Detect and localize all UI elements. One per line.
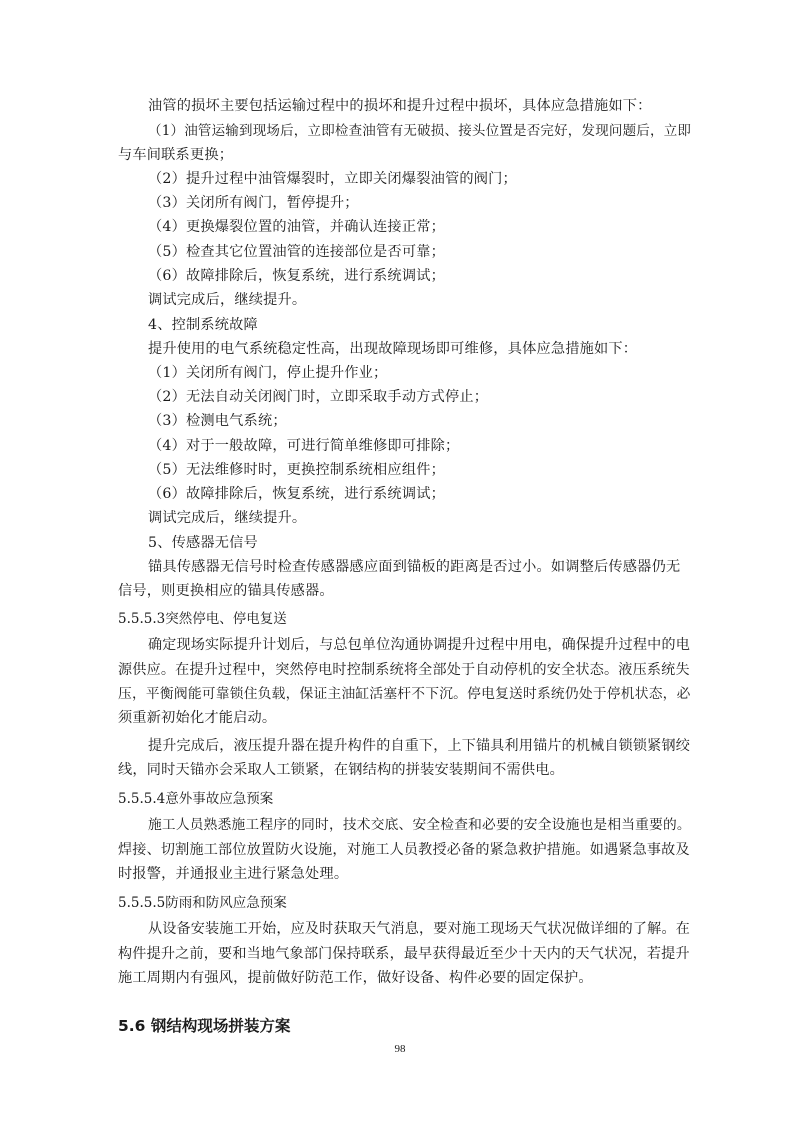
subsection-heading: 4、控制系统故障: [148, 317, 258, 333]
paragraph-line: 焊接、切割施工部位放置防火设施，对施工人员教授必备的紧急救护措施。如遇紧急事故及: [118, 842, 690, 858]
section-heading-5-5-5-4: 5.5.5.4意外事故应急预案: [118, 791, 274, 807]
paragraph-line: 调试完成后，继续提升。: [148, 292, 307, 308]
paragraph-line: 构件提升之前，要和当地气象部门保持联系，最早获得最近至少十天内的天气状况，若提升: [118, 946, 690, 962]
paragraph-line: 须重新初始化才能启动。: [118, 710, 277, 726]
list-item: （2）提升过程中油管爆裂时，立即关闭爆裂油管的阀门；: [148, 171, 517, 187]
list-item: （6）故障排除后，恢复系统，进行系统调试；: [148, 486, 445, 502]
paragraph-line: 信号，则更换相应的锚具传感器。: [118, 583, 334, 599]
page-number: 98: [394, 1043, 406, 1055]
paragraph-line: 源供应。在提升过程中，突然停电时控制系统将全部处于自动停机的安全状态。液压系统失: [118, 662, 690, 678]
section-heading-5-5-5-3: 5.5.5.3突然停电、停电复送: [118, 611, 287, 627]
paragraph-line: 压，平衡阀能可靠锁住负载，保证主油缸活塞杆不下沉。停电复送时系统仍处于停机状态，必: [118, 686, 691, 702]
paragraph-line: 时报警，并通报业主进行紧急处理。: [118, 866, 349, 882]
paragraph-line: 确定现场实际提升计划后，与总包单位沟通协调提升过程中用电，确保提升过程中的电: [148, 637, 690, 653]
paragraph-line: 提升使用的电气系统稳定性高，出现故障现场即可维修，具体应急措施如下：: [148, 341, 638, 357]
paragraph-line: 锚具传感器无信号时检查传感器感应面到锚板的距离是否过小。如调整后传感器仍无: [148, 559, 681, 575]
paragraph-line: 施工人员熟悉施工程序的同时，技术交底、安全检查和必要的安全设施也是相当重要的。: [148, 817, 691, 833]
paragraph-line: 施工周期内有强风，提前做好防范工作，做好设备、构件必要的固定保护。: [118, 970, 593, 986]
list-item: （6）故障排除后，恢复系统，进行系统调试；: [148, 268, 445, 284]
paragraph-line: （1）油管运输到现场后，立即检查油管有无破损、接头位置是否完好，发现问题后，立即: [148, 123, 692, 139]
subsection-heading: 5、传感器无信号: [148, 535, 258, 551]
list-item: （1）关闭所有阀门，停止提升作业；: [148, 365, 388, 381]
section-heading-5-6: 5.6 钢结构现场拼装方案: [118, 1017, 291, 1035]
paragraph-line: 从设备安装施工开始，应及时获取天气消息，要对施工现场天气状况做详细的了解。在: [148, 921, 690, 937]
paragraph-line: 提升完成后，液压提升器在提升构件的自重下，上下锚具利用锚片的机械自锁锁紧钢绞: [148, 738, 690, 754]
list-item: （3）检测电气系统；: [148, 413, 287, 429]
list-item: （4）更换爆裂位置的油管，并确认连接正常；: [148, 219, 445, 235]
list-item: （5）检查其它位置油管的连接部位是否可靠；: [148, 244, 445, 260]
section-heading-5-5-5-5: 5.5.5.5防雨和防风应急预案: [118, 895, 287, 911]
list-item: （5）无法维修时时，更换控制系统相应组件；: [148, 462, 445, 478]
paragraph-line: 线，同时天锚亦会采取人工锁紧，在钢结构的拼装安装期间不需供电。: [118, 762, 565, 778]
list-item: （3）关闭所有阀门，暂停提升；: [148, 195, 359, 211]
paragraph-line: 调试完成后，继续提升。: [148, 510, 307, 526]
list-item: （4）对于一般故障，可进行简单维修即可排除；: [148, 438, 460, 454]
paragraph-line: 油管的损坏主要包括运输过程中的损坏和提升过程中损坏，具体应急措施如下：: [148, 98, 652, 114]
list-item: （2）无法自动关闭阀门时，立即采取手动方式停止；: [148, 389, 489, 405]
paragraph-line: 与车间联系更换；: [118, 147, 234, 163]
